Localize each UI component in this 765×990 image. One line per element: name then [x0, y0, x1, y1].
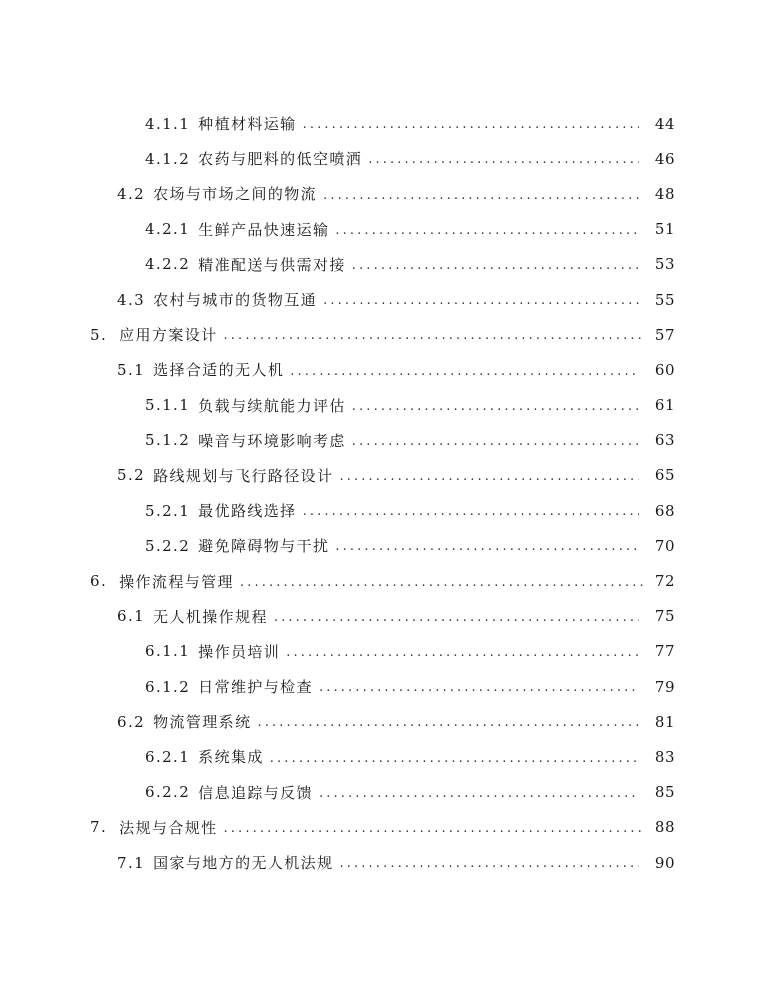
toc-entry[interactable]: [0, 388, 765, 423]
toc-entry-page: 83: [654, 747, 675, 766]
toc-entry-number: 4.2: [117, 184, 146, 203]
toc-entry[interactable]: [0, 599, 765, 634]
toc-entry-page: 51: [654, 220, 675, 239]
toc-entry[interactable]: [0, 423, 765, 458]
toc-entry-number: 5.2: [117, 466, 146, 485]
toc-entry[interactable]: [0, 493, 765, 528]
toc-entry-page: 63: [654, 431, 675, 450]
dot-leader: [352, 258, 639, 273]
toc-entry-number: 4.1.1: [145, 114, 191, 133]
toc-entry-number: 4.2.1: [145, 220, 191, 239]
dot-leader: [339, 469, 639, 484]
dot-leader: [368, 152, 639, 167]
toc-entry-page: 81: [654, 712, 675, 731]
toc-entry-page: 88: [654, 818, 675, 837]
dot-leader: [352, 399, 639, 414]
toc-entry-page: 48: [654, 184, 675, 203]
dot-leader: [335, 539, 639, 554]
toc-entry-page: 57: [654, 325, 675, 344]
toc-entry-page: 72: [654, 572, 675, 591]
toc-entry-title: 信息追踪与反馈: [198, 783, 313, 802]
toc-entry-page: 79: [654, 677, 675, 696]
toc-entry-number: 5.1.1: [145, 396, 191, 415]
dot-leader: [339, 856, 639, 871]
toc-entry[interactable]: [0, 739, 765, 774]
toc-entry-number: 5.1: [117, 360, 146, 379]
toc-entry[interactable]: [0, 775, 765, 810]
toc-entry-number: 5.2.2: [145, 536, 191, 555]
toc-entry-title: 法规与合规性: [119, 818, 218, 837]
toc-entry-number: 7.1: [117, 853, 146, 872]
toc-entry-title: 农村与城市的货物互通: [153, 291, 318, 310]
dot-leader: [319, 680, 639, 695]
toc-entry-title: 操作员培训: [198, 642, 281, 661]
dot-leader: [323, 293, 639, 308]
toc-entry-title: 种植材料运输: [198, 115, 297, 134]
toc-entry[interactable]: [0, 352, 765, 387]
toc-entry-number: 5.2.1: [145, 501, 191, 520]
toc-entry[interactable]: [0, 458, 765, 493]
toc-entry-number: 6.: [90, 572, 108, 591]
toc-entry-page: 77: [654, 642, 675, 661]
toc-entry-page: 65: [654, 466, 675, 485]
toc-entry-page: 85: [654, 783, 675, 802]
toc-entry-number: 6.1.1: [145, 642, 191, 661]
toc-entry[interactable]: [0, 563, 765, 598]
table-of-contents: [0, 106, 765, 880]
dot-leader: [323, 188, 639, 203]
toc-entry-title: 物流管理系统: [153, 713, 252, 732]
toc-entry-title: 生鲜产品快速运输: [198, 220, 330, 239]
toc-entry-page: 90: [654, 853, 675, 872]
toc-entry[interactable]: [0, 247, 765, 282]
toc-entry-title: 操作流程与管理: [119, 572, 234, 591]
dot-leader: [270, 751, 639, 766]
toc-entry-number: 4.1.2: [145, 149, 191, 168]
dot-leader: [286, 645, 639, 660]
dot-leader: [319, 786, 639, 801]
toc-entry-number: 7.: [90, 818, 108, 837]
toc-entry-number: 4.3: [117, 290, 146, 309]
toc-entry-number: 6.2.1: [145, 747, 191, 766]
toc-entry[interactable]: [0, 141, 765, 176]
toc-entry-page: 68: [654, 501, 675, 520]
toc-entry-title: 路线规划与飞行路径设计: [153, 466, 334, 485]
toc-entry-page: 53: [654, 255, 675, 274]
toc-entry[interactable]: [0, 704, 765, 739]
toc-entry-title: 避免障碍物与干扰: [198, 537, 330, 556]
toc-entry[interactable]: [0, 317, 765, 352]
toc-entry[interactable]: [0, 176, 765, 211]
toc-entry[interactable]: [0, 528, 765, 563]
toc-entry-title: 日常维护与检查: [198, 678, 313, 697]
toc-entry-page: 60: [654, 360, 675, 379]
toc-entry-title: 精准配送与供需对接: [198, 255, 346, 274]
toc-entry-number: 6.2.2: [145, 783, 191, 802]
toc-entry[interactable]: [0, 212, 765, 247]
toc-entry-title: 国家与地方的无人机法规: [153, 854, 334, 873]
toc-entry-title: 农场与市场之间的物流: [153, 185, 318, 204]
toc-entry-number: 5.: [90, 325, 108, 344]
toc-entry-page: 75: [654, 607, 675, 626]
toc-entry-number: 6.2: [117, 712, 146, 731]
toc-entry-page: 55: [654, 290, 675, 309]
toc-entry-number: 5.1.2: [145, 431, 191, 450]
toc-entry[interactable]: [0, 810, 765, 845]
toc-entry-title: 噪音与环境影响考虑: [198, 431, 346, 450]
dot-leader: [290, 364, 639, 379]
toc-entry-title: 最优路线选择: [198, 502, 297, 521]
toc-entry-title: 农药与肥料的低空喷洒: [198, 150, 363, 169]
toc-entry[interactable]: [0, 669, 765, 704]
dot-leader: [303, 117, 639, 132]
toc-entry-number: 6.1.2: [145, 677, 191, 696]
toc-entry[interactable]: [0, 282, 765, 317]
toc-entry-page: 46: [654, 149, 675, 168]
dot-leader: [224, 328, 645, 343]
toc-entry[interactable]: [0, 845, 765, 880]
toc-entry-title: 系统集成: [198, 748, 264, 767]
toc-entry[interactable]: [0, 106, 765, 141]
dot-leader: [335, 223, 639, 238]
toc-entry-number: 6.1: [117, 607, 146, 626]
toc-entry[interactable]: [0, 634, 765, 669]
toc-entry-page: 44: [654, 114, 675, 133]
toc-entry-title: 选择合适的无人机: [153, 361, 285, 380]
toc-entry-title: 负载与续航能力评估: [198, 396, 346, 415]
dot-leader: [274, 610, 639, 625]
dot-leader: [303, 504, 639, 519]
dot-leader: [240, 575, 645, 590]
toc-entry-title: 无人机操作规程: [153, 607, 268, 626]
toc-entry-title: 应用方案设计: [119, 326, 218, 345]
toc-entry-number: 4.2.2: [145, 255, 191, 274]
dot-leader: [224, 821, 645, 836]
toc-entry-page: 70: [654, 536, 675, 555]
dot-leader: [352, 434, 639, 449]
dot-leader: [257, 715, 639, 730]
toc-entry-page: 61: [654, 396, 675, 415]
